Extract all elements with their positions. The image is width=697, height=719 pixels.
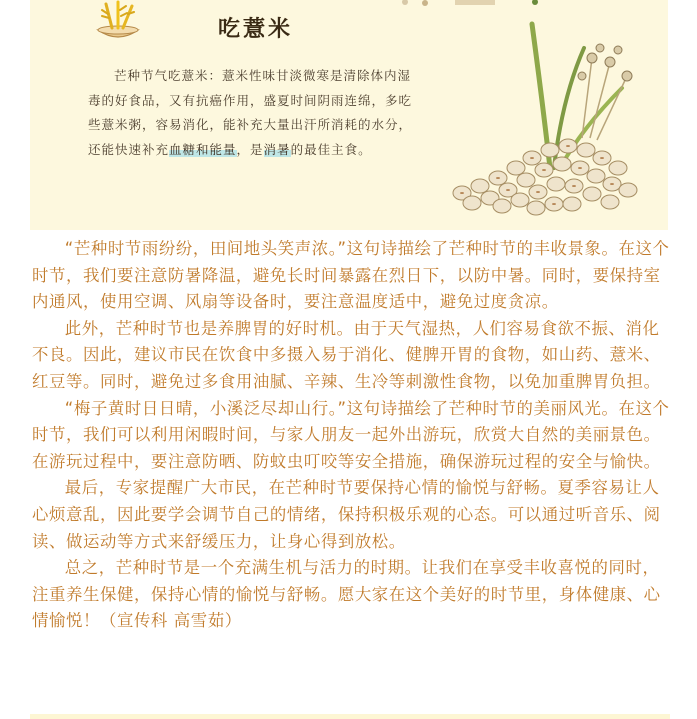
highlight-blood-sugar: 血糖和能量 [169, 141, 237, 157]
paragraph-4: 最后，专家提醒广大市民，在芒种时节要保持心情的愉悦与舒畅。夏季容易让人心烦意乱，因此要学会调节自己的情绪，保持积极乐观的心态。可以通过听音乐、阅读、做运动等方式来舒缓压力，让身心得到放松。 [32, 478, 661, 551]
card-text-lead: 芒种节气吃薏米：薏米性味甘淡微寒是清除体内湿毒的好食品，又有抗癌作用，盛夏时间阴雨连绵，多吃些薏米粥，容易消化，能补充大量出汗所消耗的水分，还能快速补充 [88, 68, 413, 157]
card-text-mid: ，是 [236, 141, 264, 157]
paragraph-2: 此外，芒种时节也是养脾胃的好时机。由于天气湿热，人们容易食欲不振、消化不良。因此，建议市民在饮食中多摄入易于消化、健脾开胃的食物，如山药、薏米、红豆等。同时，避免过多食用油腻、辛辣、生冷等刺激性食物，以免加重脾胃负担。 [32, 318, 661, 391]
paragraph-5: 总之，芒种时节是一个充满生机与活力的时期。让我们在享受丰收喜悦的同时，注重养生保健，保持心情的愉悦与舒畅。愿大家在这个美好的时节里，身体健康、心情愉悦！（宣传科 高雪茹） [32, 558, 661, 631]
highlight-heat-relief: 消暑 [263, 141, 291, 157]
paragraph-1: “芒种时节雨纷纷，田间地头笑声浓。”这句诗描绘了芒种时节的丰收景象。在这个时节，我们要注意防暑降温，避免长时间暴露在烈日下，以防中暑。同时，要保持室内通风，使用空调、风扇等设备时，要注意温度适中，避免过度贪凉。 [32, 239, 670, 312]
illustration-card [30, 0, 668, 230]
flower-decoration-icon [375, 0, 575, 10]
card-title: 吃薏米 [218, 17, 294, 42]
article-body [32, 236, 672, 635]
barley-bowl-icon [88, 0, 148, 46]
bottom-divider [30, 714, 670, 719]
card-text [88, 64, 413, 162]
coix-seed-illustration [432, 18, 647, 218]
paragraph-3: “梅子黄时日日晴，小溪泛尽却山行。”这句诗描绘了芒种时节的美丽风光。在这个时节，我们可以利用闲暇时间，与家人朋友一起外出游玩，欣赏大自然的美丽景色。在游玩过程中，要注意防晒、防蚊虫叮咬等安全措施，确保游玩过程的安全与愉快。 [32, 398, 670, 471]
card-text-tail: 的最佳主食。 [290, 141, 372, 157]
